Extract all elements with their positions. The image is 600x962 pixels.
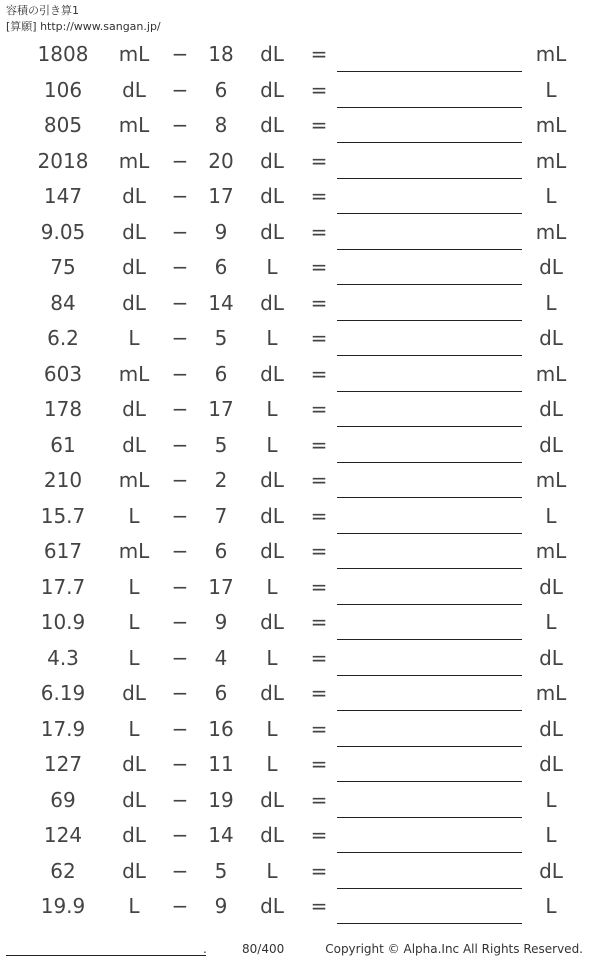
equals-sign: = <box>310 574 328 599</box>
problem-row <box>0 38 600 74</box>
minuend-unit: dL <box>122 681 146 705</box>
answer-unit: L <box>545 290 557 315</box>
answer-unit: dL <box>539 716 563 741</box>
problem-row <box>0 429 600 465</box>
equals-sign: = <box>310 645 328 670</box>
answer-blank[interactable] <box>337 464 522 498</box>
minus-sign: − <box>171 468 189 492</box>
minuend-unit: dL <box>122 823 146 847</box>
minuend-value: 210 <box>43 468 83 492</box>
subtrahend-value: 6 <box>214 77 228 102</box>
minuend-value: 4.3 <box>47 645 79 670</box>
subtrahend-unit: dL <box>260 148 284 173</box>
subtrahend-value: 6 <box>214 361 228 386</box>
subtrahend-value: 9 <box>214 894 228 918</box>
answer-blank[interactable] <box>337 109 522 143</box>
minuend-value: 106 <box>43 77 83 102</box>
minuend-value: 19.9 <box>40 894 86 918</box>
minuend-unit: mL <box>118 42 150 66</box>
answer-unit: dL <box>539 752 563 776</box>
subtrahend-unit: L <box>266 716 278 741</box>
problem-row <box>0 713 600 749</box>
equals-sign: = <box>310 361 328 386</box>
answer-unit: dL <box>539 645 563 670</box>
subtrahend-value: 8 <box>214 113 228 137</box>
equals-sign: = <box>310 858 328 883</box>
minuend-unit: mL <box>118 539 150 563</box>
minus-sign: − <box>171 290 189 315</box>
subtrahend-value: 11 <box>208 752 234 776</box>
minus-sign: − <box>171 148 189 173</box>
problem-row <box>0 784 600 820</box>
problem-row <box>0 571 600 607</box>
subtrahend-value: 5 <box>214 858 228 883</box>
problem-row <box>0 890 600 926</box>
problem-row <box>0 180 600 216</box>
answer-unit: L <box>545 894 557 918</box>
answer-blank[interactable] <box>337 358 522 392</box>
minuend-unit: dL <box>122 752 146 776</box>
minuend-value: 617 <box>43 539 83 563</box>
answer-blank[interactable] <box>337 500 522 534</box>
subtrahend-value: 4 <box>214 645 228 670</box>
subtrahend-value: 6 <box>214 681 228 705</box>
problem-row <box>0 216 600 252</box>
minuend-value: 6.2 <box>47 326 79 350</box>
minuend-unit: L <box>128 574 140 599</box>
problem-row <box>0 535 600 571</box>
minuend-unit: mL <box>118 361 150 386</box>
answer-unit: mL <box>535 468 567 492</box>
problem-row <box>0 606 600 642</box>
equals-sign: = <box>310 290 328 315</box>
problem-row <box>0 642 600 678</box>
equals-sign: = <box>310 539 328 563</box>
subtrahend-value: 14 <box>208 290 234 315</box>
minuend-unit: dL <box>122 219 146 244</box>
equals-sign: = <box>310 823 328 847</box>
subtrahend-unit: dL <box>260 787 284 812</box>
minus-sign: − <box>171 219 189 244</box>
equals-sign: = <box>310 42 328 66</box>
subtrahend-unit: dL <box>260 361 284 386</box>
answer-blank[interactable] <box>337 180 522 214</box>
subtrahend-unit: dL <box>260 77 284 102</box>
minuend-unit: dL <box>122 432 146 457</box>
minuend-unit: dL <box>122 290 146 315</box>
equals-sign: = <box>310 219 328 244</box>
subtrahend-unit: dL <box>260 503 284 528</box>
problem-row <box>0 855 600 891</box>
answer-unit: mL <box>535 113 567 137</box>
minuend-value: 61 <box>50 432 76 457</box>
subtrahend-value: 6 <box>214 539 228 563</box>
answer-unit: dL <box>539 858 563 883</box>
problem-row <box>0 677 600 713</box>
minus-sign: − <box>171 397 189 421</box>
answer-blank[interactable] <box>337 571 522 605</box>
problem-row <box>0 322 600 358</box>
minuend-unit: dL <box>122 255 146 279</box>
subtrahend-value: 19 <box>208 787 234 812</box>
worksheet-header <box>6 3 161 35</box>
minuend-value: 124 <box>43 823 83 847</box>
minus-sign: − <box>171 787 189 812</box>
answer-unit: dL <box>539 574 563 599</box>
minuend-value: 69 <box>50 787 76 812</box>
minus-sign: − <box>171 326 189 350</box>
equals-sign: = <box>310 681 328 705</box>
problem-row <box>0 819 600 855</box>
subtrahend-value: 17 <box>208 574 234 599</box>
answer-blank[interactable] <box>337 74 522 108</box>
answer-unit: mL <box>535 681 567 705</box>
minuend-value: 805 <box>43 113 83 137</box>
answer-blank[interactable] <box>337 748 522 782</box>
subtrahend-value: 17 <box>208 184 234 208</box>
answer-unit: mL <box>535 219 567 244</box>
minuend-unit: dL <box>122 77 146 102</box>
minus-sign: − <box>171 361 189 386</box>
subtrahend-value: 9 <box>214 219 228 244</box>
subtrahend-unit: dL <box>260 468 284 492</box>
minuend-unit: mL <box>118 148 150 173</box>
minuend-value: 127 <box>43 752 83 776</box>
answer-blank[interactable] <box>337 677 522 711</box>
minuend-value: 603 <box>43 361 83 386</box>
minuend-unit: L <box>128 326 140 350</box>
answer-unit: dL <box>539 432 563 457</box>
subtrahend-value: 2 <box>214 468 228 492</box>
minus-sign: − <box>171 716 189 741</box>
equals-sign: = <box>310 503 328 528</box>
minus-sign: − <box>171 432 189 457</box>
worksheet-footer <box>0 940 600 960</box>
subtrahend-value: 5 <box>214 432 228 457</box>
answer-blank[interactable] <box>337 535 522 569</box>
subtrahend-unit: L <box>266 397 278 421</box>
answer-unit: mL <box>535 148 567 173</box>
minuend-value: 9.05 <box>40 219 86 244</box>
minuend-value: 75 <box>50 255 76 279</box>
problem-list <box>0 38 600 926</box>
minus-sign: − <box>171 610 189 634</box>
equals-sign: = <box>310 77 328 102</box>
problem-row <box>0 500 600 536</box>
minuend-value: 1808 <box>37 42 89 66</box>
minus-sign: − <box>171 539 189 563</box>
problem-row <box>0 358 600 394</box>
answer-unit: L <box>545 503 557 528</box>
subtrahend-unit: L <box>266 574 278 599</box>
answer-blank[interactable] <box>337 855 522 889</box>
problem-row <box>0 251 600 287</box>
answer-unit: L <box>545 787 557 812</box>
minuend-unit: dL <box>122 787 146 812</box>
answer-unit: L <box>545 610 557 634</box>
equals-sign: = <box>310 148 328 173</box>
minuend-value: 147 <box>43 184 83 208</box>
answer-blank[interactable] <box>337 216 522 250</box>
minus-sign: − <box>171 645 189 670</box>
answer-blank[interactable] <box>337 322 522 356</box>
answer-blank[interactable] <box>337 145 522 179</box>
subtrahend-unit: dL <box>260 184 284 208</box>
equals-sign: = <box>310 432 328 457</box>
subtrahend-unit: L <box>266 326 278 350</box>
answer-unit: mL <box>535 42 567 66</box>
minuend-unit: dL <box>122 184 146 208</box>
minus-sign: − <box>171 823 189 847</box>
subtrahend-value: 5 <box>214 326 228 350</box>
copyright-text: Copyright © Alpha.Inc All Rights Reserved. <box>325 942 583 956</box>
minus-sign: − <box>171 574 189 599</box>
answer-unit: L <box>545 77 557 102</box>
subtrahend-unit: L <box>266 752 278 776</box>
subtrahend-value: 16 <box>208 716 234 741</box>
minuend-value: 17.7 <box>40 574 86 599</box>
equals-sign: = <box>310 184 328 208</box>
problem-row <box>0 74 600 110</box>
minuend-value: 17.9 <box>40 716 86 741</box>
subtrahend-unit: L <box>266 255 278 279</box>
answer-blank[interactable] <box>337 642 522 676</box>
answer-blank[interactable] <box>337 713 522 747</box>
minus-sign: − <box>171 858 189 883</box>
answer-blank[interactable] <box>337 784 522 818</box>
subtrahend-unit: dL <box>260 219 284 244</box>
minus-sign: − <box>171 42 189 66</box>
problem-row <box>0 748 600 784</box>
minus-sign: − <box>171 503 189 528</box>
minus-sign: − <box>171 255 189 279</box>
answer-unit: dL <box>539 397 563 421</box>
problem-row <box>0 464 600 500</box>
minuend-value: 84 <box>50 290 76 315</box>
minuend-unit: L <box>128 645 140 670</box>
subtrahend-value: 20 <box>208 148 234 173</box>
equals-sign: = <box>310 610 328 634</box>
answer-blank[interactable] <box>337 429 522 463</box>
answer-unit: mL <box>535 539 567 563</box>
equals-sign: = <box>310 113 328 137</box>
minus-sign: − <box>171 113 189 137</box>
subtrahend-value: 9 <box>214 610 228 634</box>
problem-row <box>0 145 600 181</box>
minus-sign: − <box>171 752 189 776</box>
subtrahend-value: 18 <box>208 42 234 66</box>
answer-unit: L <box>545 184 557 208</box>
problem-row <box>0 287 600 323</box>
subtrahend-unit: L <box>266 858 278 883</box>
minuend-unit: L <box>128 894 140 918</box>
answer-blank[interactable] <box>337 38 522 72</box>
subtrahend-unit: L <box>266 645 278 670</box>
minus-sign: − <box>171 184 189 208</box>
answer-unit: L <box>545 823 557 847</box>
equals-sign: = <box>310 894 328 918</box>
source-label: [算願] http://www.sangan.jp/ <box>6 20 161 33</box>
subtrahend-unit: dL <box>260 823 284 847</box>
minuend-unit: L <box>128 503 140 528</box>
minuend-value: 6.19 <box>40 681 86 705</box>
score-line[interactable] <box>6 955 206 956</box>
subtrahend-unit: L <box>266 432 278 457</box>
equals-sign: = <box>310 716 328 741</box>
subtrahend-value: 17 <box>208 397 234 421</box>
equals-sign: = <box>310 752 328 776</box>
subtrahend-unit: dL <box>260 113 284 137</box>
minuend-value: 10.9 <box>40 610 86 634</box>
minus-sign: − <box>171 681 189 705</box>
minuend-unit: dL <box>122 858 146 883</box>
equals-sign: = <box>310 326 328 350</box>
equals-sign: = <box>310 255 328 279</box>
equals-sign: = <box>310 787 328 812</box>
subtrahend-unit: dL <box>260 610 284 634</box>
score-dot: . <box>203 942 207 956</box>
subtrahend-unit: dL <box>260 42 284 66</box>
answer-blank[interactable] <box>337 251 522 285</box>
subtrahend-unit: dL <box>260 539 284 563</box>
problem-row <box>0 109 600 145</box>
minuend-unit: mL <box>118 113 150 137</box>
answer-unit: mL <box>535 361 567 386</box>
answer-blank[interactable] <box>337 890 522 924</box>
equals-sign: = <box>310 397 328 421</box>
answer-blank[interactable] <box>337 819 522 853</box>
minuend-unit: L <box>128 610 140 634</box>
minuend-value: 178 <box>43 397 83 421</box>
answer-unit: dL <box>539 255 563 279</box>
minuend-unit: dL <box>122 397 146 421</box>
subtrahend-value: 6 <box>214 255 228 279</box>
answer-blank[interactable] <box>337 287 522 321</box>
answer-unit: dL <box>539 326 563 350</box>
minuend-value: 62 <box>50 858 76 883</box>
problem-row <box>0 393 600 429</box>
subtrahend-value: 14 <box>208 823 234 847</box>
subtrahend-unit: dL <box>260 894 284 918</box>
minus-sign: − <box>171 894 189 918</box>
minus-sign: − <box>171 77 189 102</box>
subtrahend-unit: dL <box>260 681 284 705</box>
worksheet-title: 容積の引き算1 <box>6 4 79 17</box>
minuend-value: 2018 <box>37 148 89 173</box>
minuend-value: 15.7 <box>40 503 86 528</box>
answer-blank[interactable] <box>337 393 522 427</box>
minuend-unit: L <box>128 716 140 741</box>
answer-blank[interactable] <box>337 606 522 640</box>
minuend-unit: mL <box>118 468 150 492</box>
equals-sign: = <box>310 468 328 492</box>
subtrahend-value: 7 <box>214 503 228 528</box>
subtrahend-unit: dL <box>260 290 284 315</box>
page-number: 80/400 <box>242 942 285 956</box>
